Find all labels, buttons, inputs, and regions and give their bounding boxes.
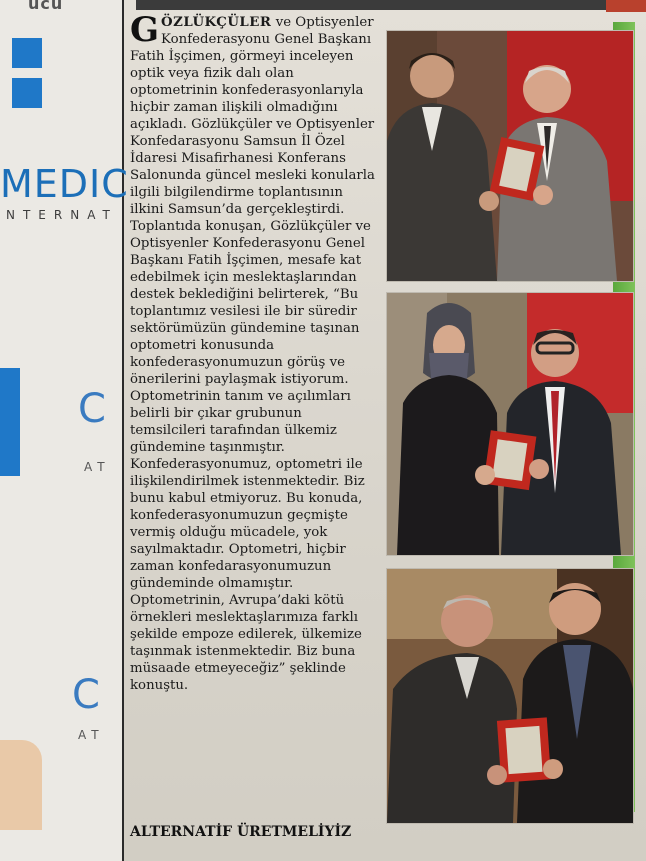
photo-1 xyxy=(386,30,634,282)
ad-sub-letters: AT xyxy=(78,728,105,742)
photo-1-image xyxy=(387,31,633,281)
ad-blue-block xyxy=(0,368,20,476)
photo-3 xyxy=(386,568,634,824)
article-body xyxy=(130,10,380,694)
ad-brand-word: MEDIC xyxy=(0,162,129,206)
ad-sub-word: NTERNAT xyxy=(6,208,118,222)
article-text: ve Optisyenler Konfederasyonu Genel Başkanı Fatih İşçimen, görmeyi inceleyen optik veya fizik dalı olan optometrinin konfederasyonlarıyla hiçbir zaman ilişkili olmadığını açıkladı. Gözlükçüler ve Optisyenler Konfedarasyonu Samsun İl Özel İdaresi Misafirhanesi Konferans Salonunda güncel mesleki konularla ilgili bilgilendirme toplantısının ilkini Samsun’da gerçekleştirdi. Toplantıda konuşan, Gözlükçüler ve Optisyenler Konfederasyonu Genel Başkanı Fatih İşçimen, mesafe kat edebilmek için meslektaşlarından destek beklediğini belirterek, “Bu toplantımız vesilesi ile bir süredir sektörümüzün gündemine taşınan optometri konusunda konfederasyonumuzun görüş ve önerilerini paylaşmak istiyorum. Optometrinin tanım ve açılımları belirli bir çıkar grubunun temsilcileri tarafından ülkemiz gündemine taşınmıştır. Konfederasyonumuz, optometri ile ilişkilendirilmek istenmektedir. Biz bunu kabul etmiyoruz. Bu konuda, konfederasyonumuzun geçmişte vermiş olduğu mücadele, yok sayılmaktadır. Optometri, hiçbir zaman konfedarasyonumuzun gündeminde olmamıştır. Optometrinin, Avrupa’daki kötü örnekleri meslektaşlarımıza farklı şekilde empoze edilerek, ülkemize taşınmak istenmektedir. Biz buna müsaade etmeyeceğiz” şeklinde konuştu. xyxy=(130,15,375,693)
ad-logo-square xyxy=(12,78,42,108)
ad-decorative-shape xyxy=(0,740,42,830)
article-lead-word: ÖZLÜKÇÜLER xyxy=(161,15,272,30)
drop-cap: G xyxy=(130,10,160,50)
article-paragraph xyxy=(130,10,380,694)
article-subheading: ALTERNATİF ÜRETMELİYİZ xyxy=(130,824,352,840)
side-advertisement xyxy=(0,0,129,861)
photo-2-image xyxy=(387,293,633,555)
photo-3-image xyxy=(387,569,633,823)
ad-top-text-fragment: ucu xyxy=(28,0,64,13)
ad-letter-c: C xyxy=(78,386,106,432)
ad-letter-c: C xyxy=(72,672,100,718)
photo-2 xyxy=(386,292,634,556)
top-rule xyxy=(136,0,646,10)
ad-logo-square xyxy=(12,38,42,68)
ad-sub-letters: AT xyxy=(84,460,111,474)
top-corner-photo-fragment xyxy=(606,0,646,12)
